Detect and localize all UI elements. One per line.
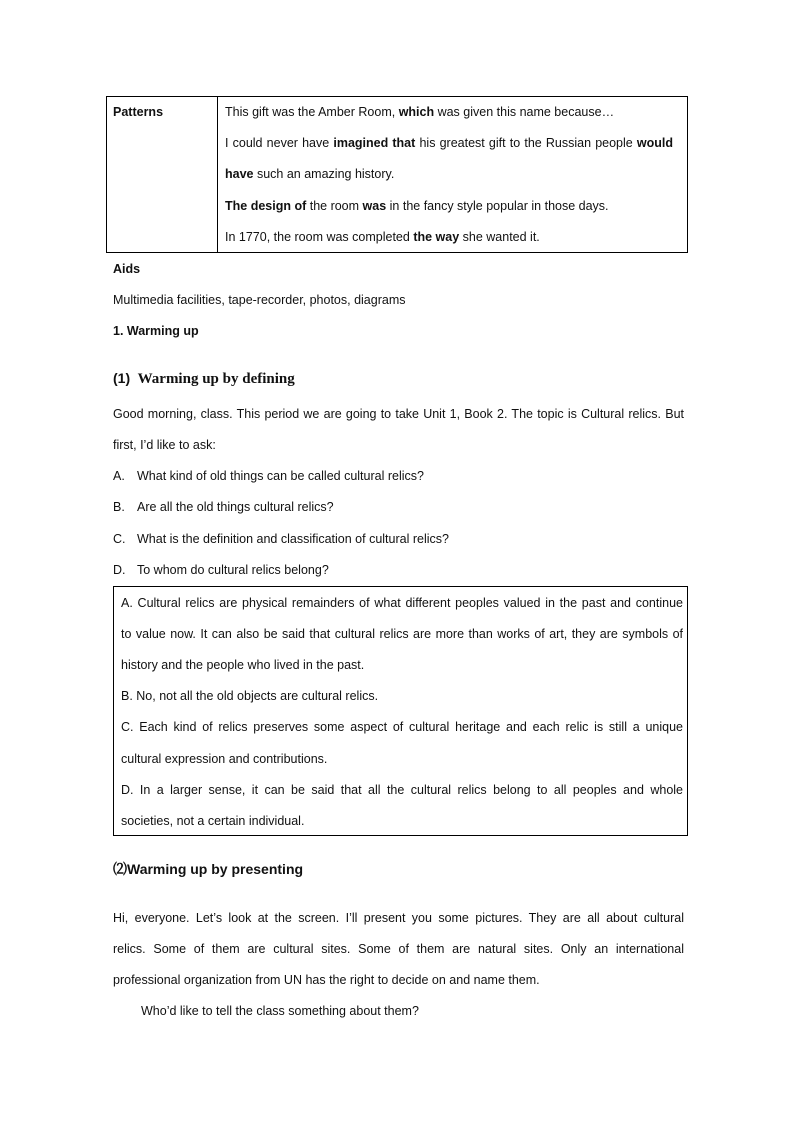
question-text: To whom do cultural relics belong? [137, 563, 329, 577]
question-text: What kind of old things can be called cultural relics? [137, 469, 424, 483]
table-divider [217, 97, 218, 252]
answer-line: cultural expression and contributions. [121, 752, 328, 766]
answer-line: C. Each kind of relics preserves some aspect of cultural heritage and each relic is still a unique [121, 720, 683, 734]
question-letter: A. [113, 469, 125, 483]
answer-box [113, 586, 688, 836]
pattern-line [225, 106, 614, 119]
aids-text: Multimedia facilities, tape-recorder, photos, diagrams [113, 293, 406, 307]
text-segment: the room [306, 199, 363, 213]
text-segment: was given this name because… [434, 105, 615, 119]
text-segment: such an amazing history. [253, 167, 395, 181]
bold-text-segment: would [636, 136, 673, 150]
presenting-line: Hi, everyone. Let’s look at the screen. I’ll present you some pictures. They are all about cultural [113, 911, 684, 925]
presenting-line: relics. Some of them are cultural sites. Some of them are natural sites. Only an international [113, 942, 684, 956]
answer-line: D. In a larger sense, it can be said that all the cultural relics belong to all peoples and whole [121, 783, 683, 797]
text-segment: This gift was the Amber Room, [225, 105, 399, 119]
text-segment: in the fancy style popular in those days. [386, 199, 609, 213]
subsection-title: Warming up by defining [137, 371, 295, 387]
question-letter: D. [113, 563, 126, 577]
text-segment: I could never have [225, 136, 334, 150]
question-text: Are all the old things cultural relics? [137, 500, 334, 514]
intro-line: Good morning, class. This period we are going to take Unit 1, Book 2. The topic is Cultural relics. But [113, 407, 684, 421]
patterns-table [106, 96, 688, 253]
question-letter: C. [113, 532, 126, 546]
answer-line: societies, not a certain individual. [121, 814, 305, 828]
answer-line: A. Cultural relics are physical remainders of what different peoples valued in the past and continue [121, 596, 683, 610]
bold-text-segment: imagined that [333, 136, 416, 150]
answer-line: history and the people who lived in the past. [121, 658, 365, 672]
bold-text-segment: was [362, 199, 387, 213]
bold-text-segment: the way [413, 230, 460, 244]
question-letter: B. [113, 500, 125, 514]
presenting-question: Who’d like to tell the class something about them? [141, 1004, 419, 1018]
text-segment: she wanted it. [459, 230, 540, 244]
question-text: What is the definition and classification of cultural relics? [137, 532, 449, 546]
answer-line: B. No, not all the old objects are cultural relics. [121, 689, 379, 703]
bold-text-segment: have [225, 167, 254, 181]
patterns-label: Patterns [113, 105, 164, 119]
presenting-line: professional organization from UN has the right to decide on and name them. [113, 973, 540, 987]
aids-heading: Aids [113, 262, 141, 276]
text-segment: his greatest gift to the Russian people [415, 136, 637, 150]
pattern-line [225, 137, 673, 150]
intro-line: first, I’d like to ask: [113, 438, 216, 452]
subsection-title: ⑵Warming up by presenting [113, 861, 304, 877]
pattern-line [225, 200, 609, 213]
pattern-line [225, 231, 540, 244]
bold-text-segment: The design of [225, 199, 307, 213]
subsection-number: (1) [113, 370, 131, 386]
section-heading: 1. Warming up [113, 324, 199, 338]
subsection-heading [113, 371, 295, 387]
bold-text-segment: which [398, 105, 435, 119]
pattern-line [225, 168, 394, 181]
answer-line: to value now. It can also be said that cultural relics are more than works of art, they are symbols of [121, 627, 683, 641]
text-segment: In 1770, the room was completed [225, 230, 414, 244]
